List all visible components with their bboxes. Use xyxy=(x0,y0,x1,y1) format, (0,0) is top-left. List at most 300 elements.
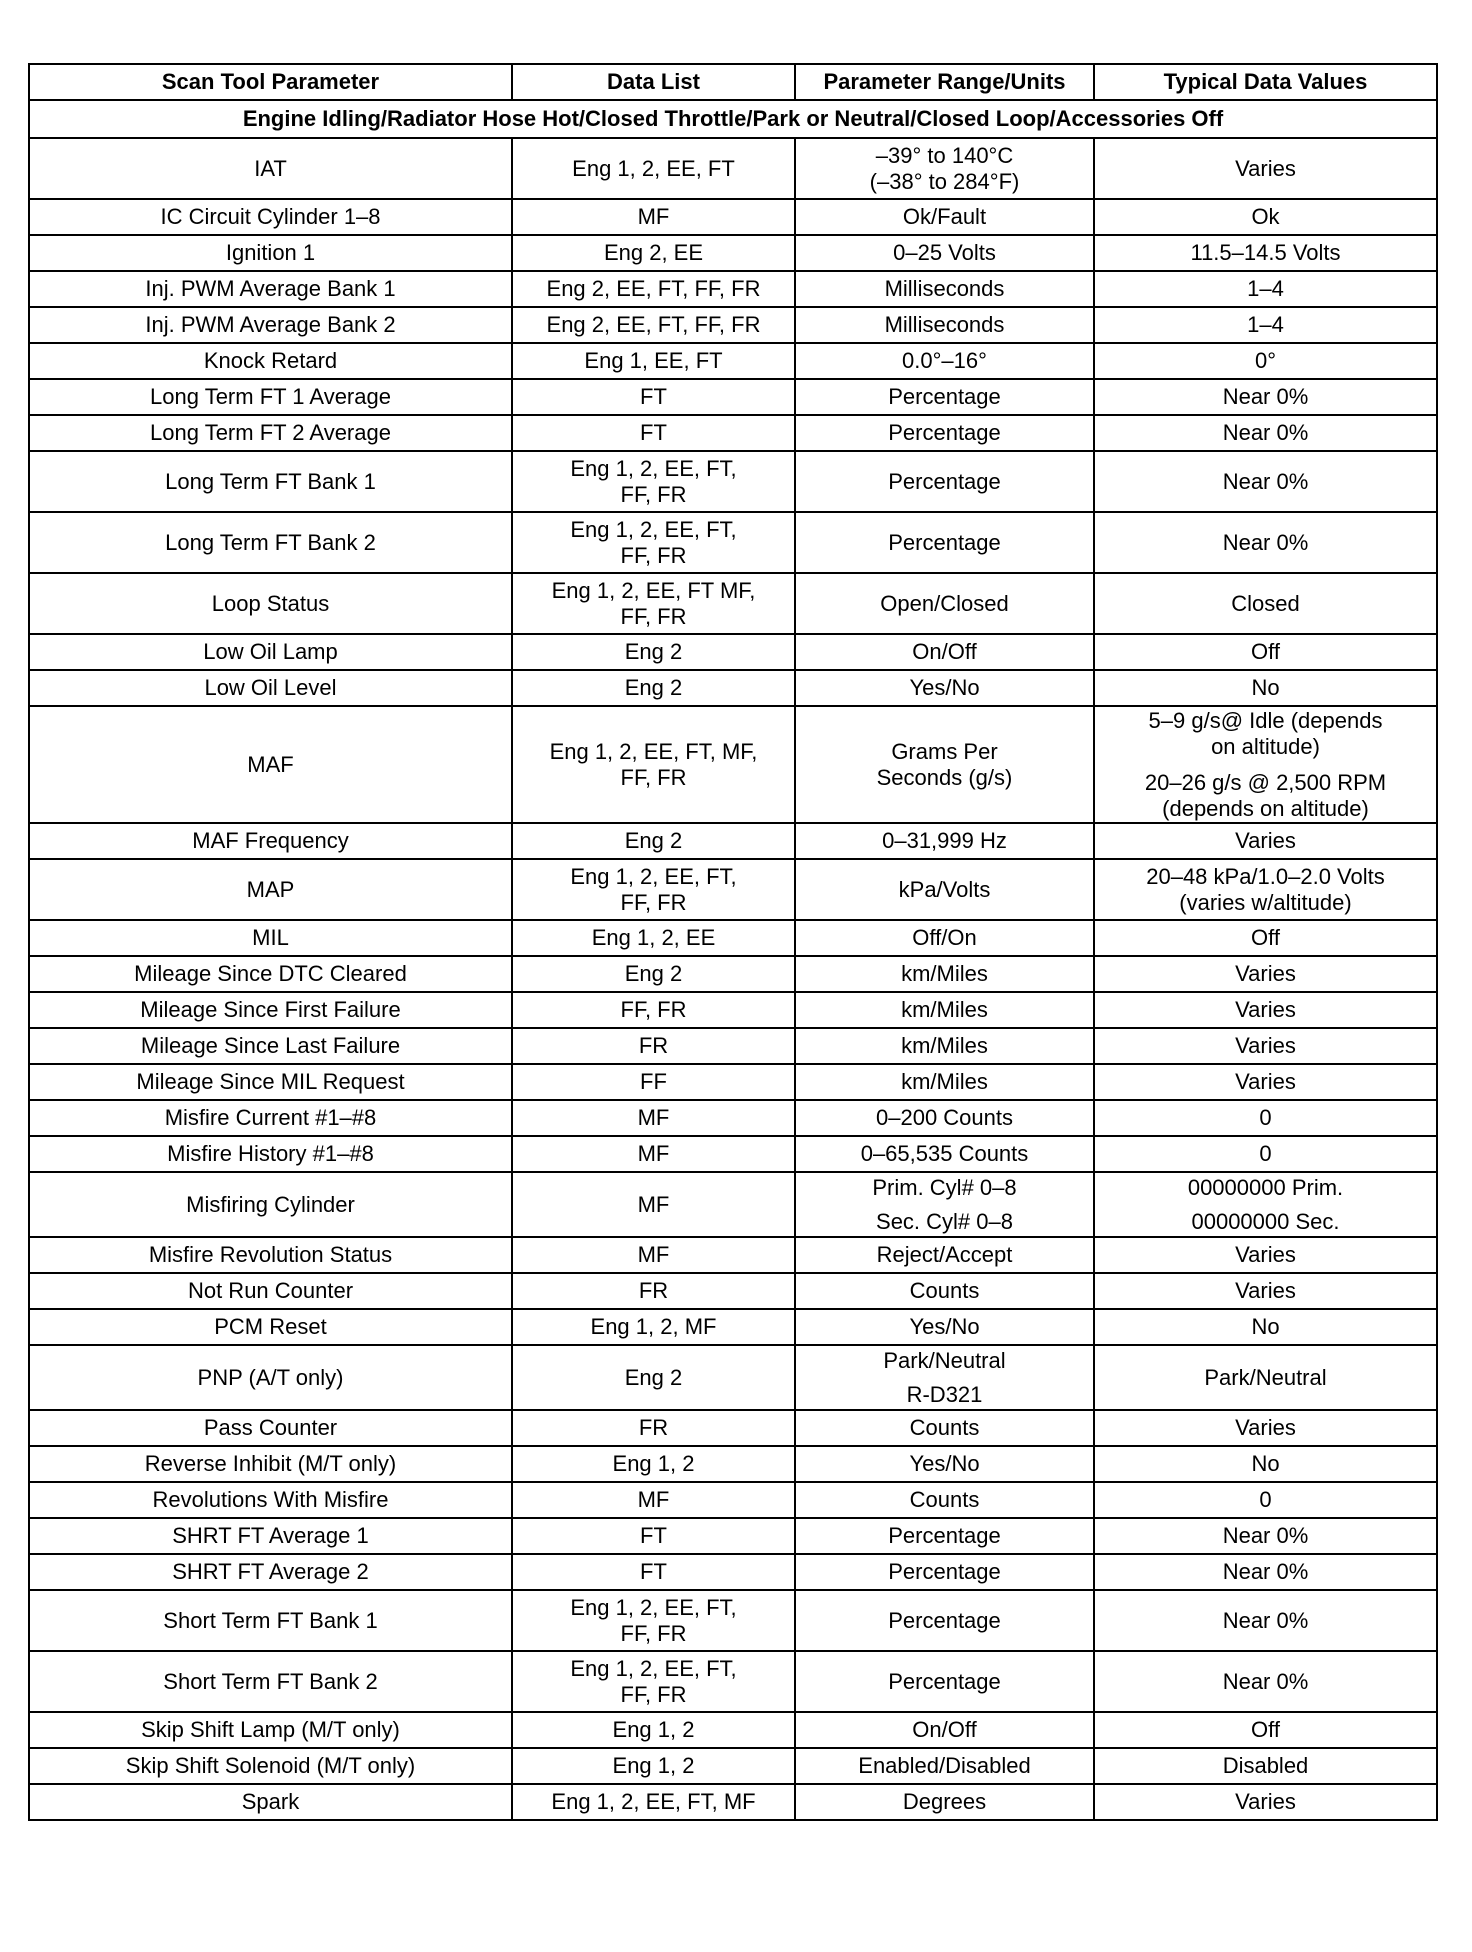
scan-tool-data-sheet xyxy=(28,63,1436,1821)
typical-value-line: Off xyxy=(1251,1717,1280,1742)
data-list-line: FF, FR xyxy=(620,1620,687,1646)
typical-value-line: Closed xyxy=(1231,590,1300,616)
typical-value-line: Varies xyxy=(1235,828,1296,853)
table-row xyxy=(29,992,1437,1028)
range-line: Percentage xyxy=(888,1668,1001,1694)
typical-value-cell xyxy=(1094,634,1437,670)
typical-value-line: No xyxy=(1251,675,1280,700)
typical-value-cell xyxy=(1094,512,1437,573)
typical-value-cell xyxy=(1094,1064,1437,1100)
data-list-line: Eng 2 xyxy=(624,675,683,700)
range-cell xyxy=(795,706,1094,823)
data-list-line: FT xyxy=(640,1559,667,1584)
range-line: Sec. Cyl# 0–8 xyxy=(876,1208,1013,1234)
data-list-cell xyxy=(512,1309,795,1345)
range-line: km/Miles xyxy=(901,997,988,1022)
condition-row xyxy=(29,100,1437,138)
range-line: Percentage xyxy=(888,1559,1001,1584)
data-list-line: MF xyxy=(637,1105,670,1130)
typical-value-line: Varies xyxy=(1235,1033,1296,1058)
range-cell xyxy=(795,859,1094,920)
parameter-cell: Misfire History #1–#8 xyxy=(29,1136,512,1172)
range-line: Enabled/Disabled xyxy=(858,1753,1031,1778)
data-list-line: Eng 1, EE, FT xyxy=(584,348,723,373)
parameter-cell: Knock Retard xyxy=(29,343,512,379)
typical-value-line: on altitude) xyxy=(1211,733,1320,759)
parameter-cell: Pass Counter xyxy=(29,1410,512,1446)
typical-value-line: Varies xyxy=(1235,1278,1296,1303)
table-row xyxy=(29,512,1437,573)
table-row xyxy=(29,343,1437,379)
typical-value-cell xyxy=(1094,823,1437,859)
parameter-cell: Skip Shift Solenoid (M/T only) xyxy=(29,1748,512,1784)
range-cell xyxy=(795,415,1094,451)
data-list-line: FT xyxy=(640,1523,667,1548)
data-list-cell xyxy=(512,138,795,199)
data-list-cell xyxy=(512,199,795,235)
range-line: km/Miles xyxy=(901,1033,988,1058)
parameter-cell: MAF Frequency xyxy=(29,823,512,859)
table-row xyxy=(29,573,1437,634)
data-list-cell xyxy=(512,307,795,343)
table-row xyxy=(29,1273,1437,1309)
typical-value-cell xyxy=(1094,235,1437,271)
range-line: On/Off xyxy=(912,1717,977,1742)
range-cell xyxy=(795,634,1094,670)
typical-value-line: 0° xyxy=(1254,348,1277,373)
typical-value-line: 0 xyxy=(1259,1487,1272,1512)
data-list-line: FT xyxy=(640,384,667,409)
header-scan-tool-parameter: Scan Tool Parameter xyxy=(29,64,512,100)
typical-value-cell xyxy=(1094,199,1437,235)
table-row xyxy=(29,634,1437,670)
parameter-cell: Skip Shift Lamp (M/T only) xyxy=(29,1712,512,1748)
table-row xyxy=(29,859,1437,920)
table-row xyxy=(29,307,1437,343)
typical-value-cell xyxy=(1094,1100,1437,1136)
parameter-cell: IAT xyxy=(29,138,512,199)
typical-value-cell xyxy=(1094,1554,1437,1590)
range-line: 0.0°–16° xyxy=(902,348,987,373)
data-list-line: Eng 1, 2 xyxy=(612,1451,695,1476)
table-row xyxy=(29,1712,1437,1748)
data-list-line: Eng 1, 2, MF xyxy=(590,1314,717,1339)
parameter-cell: Short Term FT Bank 2 xyxy=(29,1651,512,1712)
parameter-cell: Mileage Since MIL Request xyxy=(29,1064,512,1100)
typical-value-line: 1–4 xyxy=(1247,312,1284,337)
data-list-line: FF, FR xyxy=(620,603,687,629)
typical-value-cell xyxy=(1094,1784,1437,1820)
range-cell xyxy=(795,1028,1094,1064)
parameter-cell: Mileage Since DTC Cleared xyxy=(29,956,512,992)
range-cell xyxy=(795,1590,1094,1651)
table-row xyxy=(29,1064,1437,1100)
typical-value-line: Varies xyxy=(1235,961,1296,986)
typical-value-line: Varies xyxy=(1235,1415,1296,1440)
typical-value-cell xyxy=(1094,451,1437,512)
typical-value-cell xyxy=(1094,920,1437,956)
data-list-cell xyxy=(512,1482,795,1518)
parameter-cell: Spark xyxy=(29,1784,512,1820)
range-cell xyxy=(795,379,1094,415)
header-parameter-range-units: Parameter Range/Units xyxy=(795,64,1094,100)
data-list-line: MF xyxy=(637,1242,670,1267)
typical-value-line: Near 0% xyxy=(1222,1559,1309,1584)
data-list-line: FF xyxy=(640,1069,667,1094)
data-list-cell xyxy=(512,1172,795,1237)
range-cell xyxy=(795,271,1094,307)
range-line: Yes/No xyxy=(909,675,980,700)
typical-value-line: Park/Neutral xyxy=(1204,1364,1327,1390)
typical-value-cell xyxy=(1094,1273,1437,1309)
header-typical-data-values: Typical Data Values xyxy=(1094,64,1437,100)
test-condition: Engine Idling/Radiator Hose Hot/Closed Throttle/Park or Neutral/Closed Loop/Accessories Off xyxy=(29,100,1437,138)
range-cell xyxy=(795,1651,1094,1712)
table-row xyxy=(29,199,1437,235)
parameter-cell: Reverse Inhibit (M/T only) xyxy=(29,1446,512,1482)
data-list-line: Eng 1, 2, EE, FT, xyxy=(570,1655,737,1681)
data-list-cell xyxy=(512,451,795,512)
data-list-cell xyxy=(512,823,795,859)
range-cell xyxy=(795,920,1094,956)
typical-value-line: 20–48 kPa/1.0–2.0 Volts xyxy=(1146,863,1385,889)
parameter-cell: Mileage Since Last Failure xyxy=(29,1028,512,1064)
range-line: Open/Closed xyxy=(880,590,1009,616)
range-line: Prim. Cyl# 0–8 xyxy=(872,1174,1017,1200)
parameter-cell: Long Term FT 1 Average xyxy=(29,379,512,415)
range-cell xyxy=(795,1172,1094,1237)
data-list-line: FF, FR xyxy=(620,764,687,790)
parameter-cell: Low Oil Lamp xyxy=(29,634,512,670)
typical-value-line: Near 0% xyxy=(1222,1607,1309,1633)
range-cell xyxy=(795,1784,1094,1820)
typical-value-cell xyxy=(1094,415,1437,451)
range-line: Percentage xyxy=(888,384,1001,409)
typical-value-line: No xyxy=(1251,1314,1280,1339)
parameter-cell: Ignition 1 xyxy=(29,235,512,271)
table-row xyxy=(29,271,1437,307)
scan-tool-data-table xyxy=(28,63,1438,1821)
parameter-cell: IC Circuit Cylinder 1–8 xyxy=(29,199,512,235)
typical-value-line: 00000000 Sec. xyxy=(1191,1208,1340,1234)
table-row xyxy=(29,1237,1437,1273)
data-list-cell xyxy=(512,1554,795,1590)
table-header xyxy=(29,64,1437,138)
table-row xyxy=(29,1028,1437,1064)
data-list-line: Eng 2, EE, FT, FF, FR xyxy=(546,312,761,337)
typical-value-line: 5–9 g/s@ Idle (depends xyxy=(1148,707,1383,733)
parameter-cell: Long Term FT 2 Average xyxy=(29,415,512,451)
range-line: Percentage xyxy=(888,420,1001,445)
range-line: 0–31,999 Hz xyxy=(882,828,1007,853)
typical-value-line: 20–26 g/s @ 2,500 RPM xyxy=(1144,769,1387,795)
range-line: Reject/Accept xyxy=(876,1242,1013,1267)
data-list-line: Eng 2 xyxy=(624,828,683,853)
typical-value-line: Varies xyxy=(1235,1789,1296,1814)
typical-value-line: 0 xyxy=(1259,1141,1272,1166)
data-list-line: Eng 2 xyxy=(624,639,683,664)
data-list-line: FF, FR xyxy=(620,481,687,507)
typical-value-cell xyxy=(1094,1651,1437,1712)
typical-value-cell xyxy=(1094,138,1437,199)
table-row xyxy=(29,1136,1437,1172)
data-list-line: FT xyxy=(640,420,667,445)
data-list-line: Eng 2 xyxy=(624,961,683,986)
typical-value-cell xyxy=(1094,1237,1437,1273)
range-line: Milliseconds xyxy=(884,276,1005,301)
range-cell xyxy=(795,670,1094,706)
header-data-list: Data List xyxy=(512,64,795,100)
typical-value-cell xyxy=(1094,379,1437,415)
typical-value-line: 11.5–14.5 Volts xyxy=(1190,240,1341,265)
range-line: (–38° to 284°F) xyxy=(869,168,1020,194)
data-list-line: MF xyxy=(637,1487,670,1512)
typical-value-cell xyxy=(1094,1446,1437,1482)
range-cell xyxy=(795,199,1094,235)
range-line: On/Off xyxy=(912,639,977,664)
parameter-cell: Low Oil Level xyxy=(29,670,512,706)
data-list-line: Eng 1, 2 xyxy=(612,1753,695,1778)
data-list-line: Eng 1, 2, EE, FT, xyxy=(570,1594,737,1620)
range-cell xyxy=(795,451,1094,512)
range-cell xyxy=(795,307,1094,343)
range-cell xyxy=(795,1748,1094,1784)
range-cell xyxy=(795,138,1094,199)
data-list-cell xyxy=(512,1028,795,1064)
typical-value-cell xyxy=(1094,1482,1437,1518)
typical-value-line: (depends on altitude) xyxy=(1162,795,1369,821)
parameter-cell: MIL xyxy=(29,920,512,956)
typical-value-line: Near 0% xyxy=(1222,468,1309,494)
typical-value-cell xyxy=(1094,1712,1437,1748)
parameter-cell: Short Term FT Bank 1 xyxy=(29,1590,512,1651)
data-list-cell xyxy=(512,670,795,706)
data-list-line: MF xyxy=(637,1141,670,1166)
typical-value-line: 00000000 Prim. xyxy=(1187,1174,1344,1200)
data-list-cell xyxy=(512,1446,795,1482)
range-cell xyxy=(795,512,1094,573)
typical-value-line: Varies xyxy=(1235,1069,1296,1094)
data-list-cell xyxy=(512,573,795,634)
parameter-cell: Misfiring Cylinder xyxy=(29,1172,512,1237)
range-line: 0–25 Volts xyxy=(893,240,996,265)
range-cell xyxy=(795,1309,1094,1345)
table-row xyxy=(29,415,1437,451)
data-list-line: Eng 1, 2, EE, FT, xyxy=(570,455,737,481)
table-row xyxy=(29,1410,1437,1446)
table-row xyxy=(29,1172,1437,1237)
typical-value-cell xyxy=(1094,1172,1437,1237)
table-row xyxy=(29,138,1437,199)
table-row xyxy=(29,1446,1437,1482)
range-line: Off/On xyxy=(912,925,977,950)
range-cell xyxy=(795,956,1094,992)
typical-value-line: Disabled xyxy=(1222,1753,1309,1778)
data-list-line: Eng 2, EE xyxy=(603,240,704,265)
data-list-cell xyxy=(512,1237,795,1273)
range-cell xyxy=(795,992,1094,1028)
typical-value-cell xyxy=(1094,992,1437,1028)
parameter-cell: Mileage Since First Failure xyxy=(29,992,512,1028)
data-list-cell xyxy=(512,992,795,1028)
table-row xyxy=(29,920,1437,956)
data-list-cell xyxy=(512,235,795,271)
table-row xyxy=(29,823,1437,859)
typical-value-line: Near 0% xyxy=(1222,420,1309,445)
range-cell xyxy=(795,573,1094,634)
parameter-cell: Inj. PWM Average Bank 1 xyxy=(29,271,512,307)
typical-value-cell xyxy=(1094,343,1437,379)
data-list-cell xyxy=(512,512,795,573)
data-list-line: Eng 2, EE, FT, FF, FR xyxy=(546,276,761,301)
range-cell xyxy=(795,1064,1094,1100)
data-list-cell xyxy=(512,634,795,670)
range-line: Degrees xyxy=(902,1789,987,1814)
parameter-cell: Long Term FT Bank 1 xyxy=(29,451,512,512)
range-cell xyxy=(795,343,1094,379)
range-line: Yes/No xyxy=(909,1451,980,1476)
typical-value-line: 0 xyxy=(1259,1105,1272,1130)
data-list-cell xyxy=(512,859,795,920)
data-list-cell xyxy=(512,1273,795,1309)
data-list-cell xyxy=(512,1410,795,1446)
table-row xyxy=(29,451,1437,512)
typical-value-line: Near 0% xyxy=(1222,384,1309,409)
table-row xyxy=(29,1309,1437,1345)
header-row xyxy=(29,64,1437,100)
data-list-line: FR xyxy=(638,1033,669,1058)
data-list-line: FF, FR xyxy=(620,889,687,915)
range-line: Percentage xyxy=(888,1607,1001,1633)
table-row xyxy=(29,1345,1437,1410)
range-line: Counts xyxy=(909,1278,980,1303)
parameter-cell: SHRT FT Average 1 xyxy=(29,1518,512,1554)
data-list-cell xyxy=(512,1100,795,1136)
typical-value-line: Near 0% xyxy=(1222,1523,1309,1548)
parameter-cell: MAP xyxy=(29,859,512,920)
data-list-cell xyxy=(512,956,795,992)
data-list-cell xyxy=(512,1784,795,1820)
typical-value-line: Varies xyxy=(1235,1242,1296,1267)
parameter-cell: PCM Reset xyxy=(29,1309,512,1345)
data-list-line: Eng 1, 2, EE, FT MF, xyxy=(551,577,756,603)
data-list-cell xyxy=(512,1064,795,1100)
table-row xyxy=(29,235,1437,271)
range-cell xyxy=(795,1518,1094,1554)
range-line: Ok/Fault xyxy=(902,204,987,229)
range-cell xyxy=(795,1237,1094,1273)
typical-value-cell xyxy=(1094,1028,1437,1064)
range-cell xyxy=(795,1136,1094,1172)
data-list-cell xyxy=(512,1136,795,1172)
data-list-line: FF, FR xyxy=(620,1681,687,1707)
data-list-cell xyxy=(512,1590,795,1651)
table-row xyxy=(29,1482,1437,1518)
typical-value-cell xyxy=(1094,706,1437,823)
data-list-cell xyxy=(512,1712,795,1748)
typical-value-line: Ok xyxy=(1251,204,1280,229)
parameter-cell: Long Term FT Bank 2 xyxy=(29,512,512,573)
range-line: Seconds (g/s) xyxy=(876,764,1013,790)
range-line: R-D321 xyxy=(906,1381,983,1407)
table-row xyxy=(29,1518,1437,1554)
data-list-line: MF xyxy=(637,204,670,229)
range-line: kPa/Volts xyxy=(898,876,991,902)
range-cell xyxy=(795,823,1094,859)
data-list-line: Eng 2 xyxy=(624,1364,683,1390)
data-list-line: Eng 1, 2, EE, FT xyxy=(572,155,735,181)
range-line: Park/Neutral xyxy=(883,1347,1006,1373)
typical-value-cell xyxy=(1094,1345,1437,1410)
table-row xyxy=(29,1554,1437,1590)
typical-value-line: Off xyxy=(1251,925,1280,950)
data-list-cell xyxy=(512,379,795,415)
data-list-cell xyxy=(512,1748,795,1784)
data-list-line: FR xyxy=(638,1415,669,1440)
data-list-line: FF, FR xyxy=(620,542,687,568)
typical-value-cell xyxy=(1094,956,1437,992)
typical-value-line: Near 0% xyxy=(1222,529,1309,555)
range-line: km/Miles xyxy=(901,1069,988,1094)
typical-value-line: 1–4 xyxy=(1247,276,1284,301)
typical-value-line: Near 0% xyxy=(1222,1668,1309,1694)
parameter-cell: Misfire Current #1–#8 xyxy=(29,1100,512,1136)
range-cell xyxy=(795,1446,1094,1482)
table-row xyxy=(29,706,1437,823)
data-list-cell xyxy=(512,415,795,451)
table-body xyxy=(29,138,1437,1820)
range-line: 0–65,535 Counts xyxy=(860,1141,1029,1166)
range-cell xyxy=(795,1345,1094,1410)
range-line: Grams Per xyxy=(891,738,998,764)
data-list-line: Eng 1, 2, EE xyxy=(591,925,716,950)
typical-value-cell xyxy=(1094,1410,1437,1446)
range-cell xyxy=(795,235,1094,271)
typical-value-line: Varies xyxy=(1235,155,1296,181)
table-row xyxy=(29,1590,1437,1651)
range-line: Milliseconds xyxy=(884,312,1005,337)
data-list-cell xyxy=(512,1345,795,1410)
range-line: Percentage xyxy=(888,529,1001,555)
parameter-cell: Misfire Revolution Status xyxy=(29,1237,512,1273)
typical-value-cell xyxy=(1094,1590,1437,1651)
typical-value-cell xyxy=(1094,307,1437,343)
range-cell xyxy=(795,1712,1094,1748)
range-line: Yes/No xyxy=(909,1314,980,1339)
typical-value-line: Off xyxy=(1251,639,1280,664)
data-list-cell xyxy=(512,920,795,956)
range-line: km/Miles xyxy=(901,961,988,986)
data-list-cell xyxy=(512,1518,795,1554)
parameter-cell: Inj. PWM Average Bank 2 xyxy=(29,307,512,343)
data-list-line: Eng 1, 2 xyxy=(612,1717,695,1742)
data-list-line: Eng 1, 2, EE, FT, xyxy=(570,863,737,889)
range-line: Percentage xyxy=(888,1523,1001,1548)
typical-value-cell xyxy=(1094,271,1437,307)
data-list-cell xyxy=(512,271,795,307)
typical-value-line: Varies xyxy=(1235,997,1296,1022)
range-cell xyxy=(795,1100,1094,1136)
typical-value-cell xyxy=(1094,1309,1437,1345)
parameter-cell: PNP (A/T only) xyxy=(29,1345,512,1410)
data-list-line: FR xyxy=(638,1278,669,1303)
table-row xyxy=(29,670,1437,706)
data-list-cell xyxy=(512,343,795,379)
range-line: Percentage xyxy=(888,468,1001,494)
typical-value-cell xyxy=(1094,573,1437,634)
data-list-line: MF xyxy=(637,1191,670,1217)
typical-value-cell xyxy=(1094,1518,1437,1554)
